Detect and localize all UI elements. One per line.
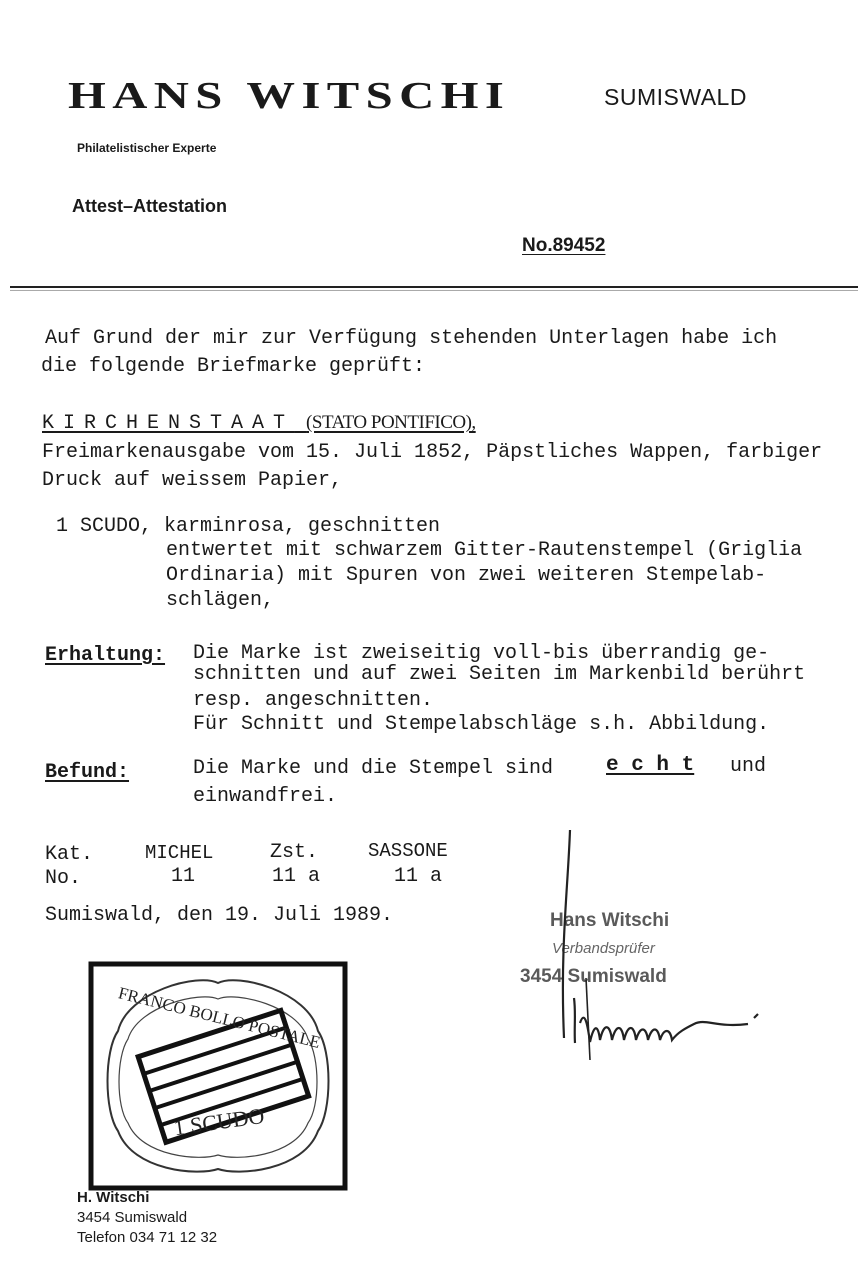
stamp-cancel-3: schlägen, <box>166 589 275 612</box>
finding-text-1: Die Marke und die Stempel sind <box>193 757 554 780</box>
footer-phone: Telefon 034 71 12 32 <box>77 1229 218 1246</box>
catalog-zst-name: Zst. <box>270 841 319 864</box>
condition-line-3: resp. angeschnitten. <box>193 689 434 712</box>
stamp-value: 1 SCUDO, karminrosa, geschnitten <box>56 515 441 538</box>
letterhead-location: SUMISWALD <box>604 84 747 110</box>
document-number: No.89452 <box>522 235 606 256</box>
condition-line-2: schnitten und auf zwei Seiten im Markenbild berührt <box>193 663 806 686</box>
issue-country-alt: (STATO PONTIFICO), <box>306 412 476 433</box>
document-title: Attest–Attestation <box>72 196 228 216</box>
catalog-zst-value: 11 a <box>272 865 321 888</box>
place-date: Sumiswald, den 19. Juli 1989. <box>45 904 394 927</box>
intro-line-2: die folgende Briefmarke geprüft: <box>41 355 426 378</box>
catalog-no-label: No. <box>45 867 82 890</box>
finding-label: Befund: <box>45 761 130 784</box>
catalog-kat-label: Kat. <box>45 843 94 866</box>
stamp-cancel-1: entwertet mit schwarzem Gitter-Rautenstempel (Griglia <box>166 539 803 562</box>
header-divider-shadow <box>10 290 858 291</box>
issue-line-2: Druck auf weissem Papier, <box>42 469 343 492</box>
stamp-inscription-top: FRANCO BOLLO POSTALE <box>116 983 323 1052</box>
condition-line-4: Für Schnitt und Stempelabschläge s.h. Abbildung. <box>193 713 770 736</box>
issue-country <box>42 410 476 437</box>
footer-address: 3454 Sumiswald <box>77 1209 188 1226</box>
stamp-cancel-2: Ordinaria) mit Spuren von zwei weiteren Stempelab- <box>166 564 767 587</box>
letterhead-name: HANS WITSCHI <box>68 75 511 117</box>
letterhead-profession: Philatelistischer Experte <box>77 141 217 155</box>
catalog-sassone-name: SASSONE <box>368 840 448 862</box>
finding-verdict: e c h t <box>606 754 695 777</box>
postage-stamp-image <box>88 961 348 1191</box>
signature-stamp-line-3: 3454 Sumiswald <box>520 966 667 987</box>
signature-stamp-line-2: Verbandsprüfer <box>552 940 655 957</box>
footer-name: H. Witschi <box>77 1189 150 1206</box>
finding-text-2: und <box>730 755 767 778</box>
condition-label: Erhaltung: <box>45 644 166 667</box>
condition-line-1: Die Marke ist zweiseitig voll-bis überrandig ge- <box>193 642 770 665</box>
issue-line-1: Freimarkenausgabe vom 15. Juli 1852, Päpstliches Wappen, farbiger <box>42 441 823 464</box>
catalog-michel-value: 11 <box>171 865 196 888</box>
catalog-michel-name: MICHEL <box>145 842 214 864</box>
header-divider <box>10 286 858 288</box>
intro-line-1: Auf Grund der mir zur Verfügung stehenden Unterlagen habe ich <box>45 327 778 350</box>
catalog-sassone-value: 11 a <box>394 865 443 888</box>
finding-line-2: einwandfrei. <box>193 785 338 808</box>
stamp-denomination: 1 SCUDO <box>172 1102 266 1141</box>
signature-stamp-line-1: Hans Witschi <box>550 910 670 931</box>
issue-country-name: KIRCHENSTAAT <box>42 412 295 435</box>
handwritten-signature <box>530 828 790 1068</box>
